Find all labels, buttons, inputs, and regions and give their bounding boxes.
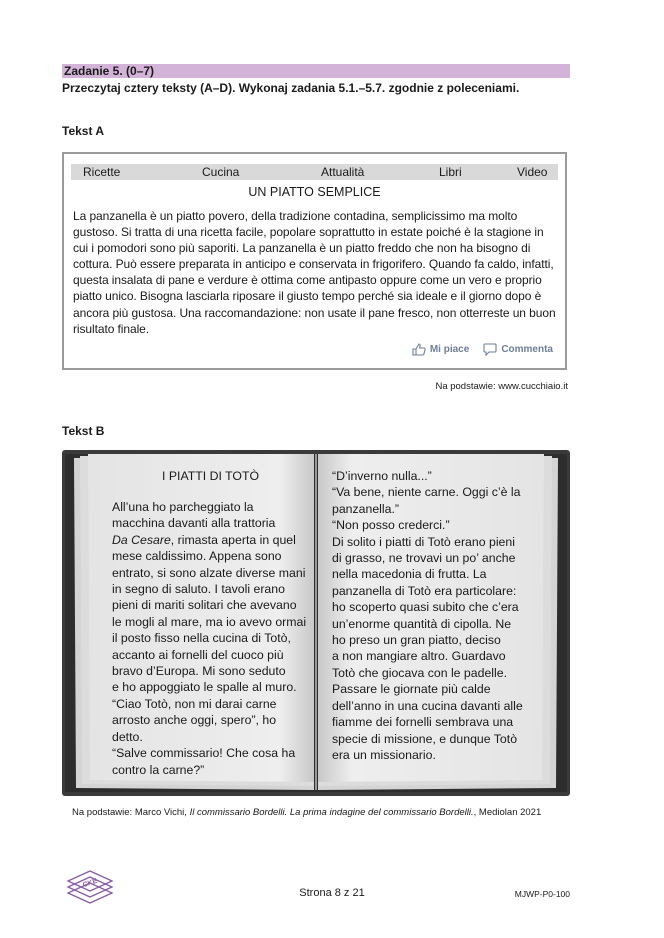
- story-line: mese caldissimo. Appena sono: [112, 549, 282, 564]
- story-right-page: [332, 468, 523, 763]
- nav-item-cucina[interactable]: Cucina: [202, 165, 240, 179]
- site-navigation: [71, 164, 558, 180]
- open-book: [62, 450, 570, 796]
- story-line: Totò che giocava con le padelle.: [332, 665, 508, 680]
- story-line: un’enorme quantità di cipolla. Ne: [332, 616, 512, 631]
- story-line: “Va bene, niente carne. Oggi c’è la: [332, 485, 521, 500]
- thumbs-up-icon: [412, 343, 426, 356]
- story-line: bravo d’Europa. Mi sono seduto: [112, 664, 286, 679]
- story-line: e ho appoggiato le spalle al muro.: [112, 680, 297, 695]
- text-b-label: Tekst B: [62, 424, 105, 438]
- comment-button[interactable]: [483, 343, 553, 356]
- text-b-source: [72, 807, 541, 819]
- task-header: Zadanie 5. (0–7): [62, 64, 570, 78]
- text-a-source: Na podstawie: www.cucchiaio.it: [435, 381, 568, 392]
- social-actions: [412, 343, 553, 356]
- recipe-webpage: [62, 152, 567, 370]
- text-a-label: Tekst A: [62, 124, 105, 138]
- story-line: Passare le giornate più calde: [332, 682, 491, 697]
- nav-item-attualita[interactable]: Attualità: [321, 165, 365, 179]
- story-line: accanto ai fornelli del cuoco più: [112, 647, 284, 662]
- story-line: macchina davanti alla trattoria: [112, 516, 276, 531]
- nav-item-libri[interactable]: Libri: [439, 165, 462, 179]
- source-b-title: Il commissario Bordelli. La prima indagine del commissario Bordelli.: [189, 807, 474, 818]
- story-line: contro la carne?”: [112, 762, 205, 777]
- story-line: entrato, si sono alzate diverse mani: [112, 565, 306, 580]
- nav-item-ricette[interactable]: Ricette: [83, 165, 121, 179]
- story-line: ho preso un gran piatto, deciso: [332, 633, 501, 648]
- nav-item-video[interactable]: Video: [517, 165, 548, 179]
- story-line: “Salve commissario! Che cosa ha: [112, 746, 296, 761]
- story-line: pieni di mariti solitari che avevano: [112, 598, 297, 613]
- story-line: nella macedonia di frutta. La: [332, 567, 487, 582]
- story-line: “Ciao Totò, non mi darai carne: [112, 696, 277, 711]
- logo-text: CKE: [82, 877, 99, 890]
- story-line: di grasso, ne trovavi un po’ anche: [332, 551, 516, 566]
- story-line: All’una ho parcheggiato la: [112, 500, 254, 514]
- like-label: Mi piace: [429, 344, 470, 355]
- story-line: arrosto anche oggi, spero”, ho: [112, 713, 277, 728]
- page-number: Strona 8 z 21: [299, 887, 365, 899]
- story-line: fiamme dei fornelli sembrava una: [332, 715, 514, 730]
- story-line: panzanella.”: [332, 501, 399, 516]
- comment-icon: [483, 343, 497, 356]
- story-line: detto.: [112, 729, 143, 744]
- like-button[interactable]: [412, 343, 469, 356]
- exam-code: MJWP-P0-100: [514, 889, 570, 899]
- story-line: era un missionario.: [332, 747, 436, 762]
- story-title: I PIATTI DI TOTÒ: [162, 469, 260, 483]
- story-line: [112, 532, 306, 548]
- source-b-suffix: , Mediolan 2021: [473, 807, 542, 818]
- source-b-prefix: Na podstawie: Marco Vichi,: [72, 807, 190, 818]
- story-line: dell’anno in una cucina davanti alle: [332, 698, 523, 713]
- story-line: le mogli al mare, ma io avevo ormai: [112, 614, 307, 629]
- story-line: ho scoperto quasi subito che c’era: [332, 600, 519, 615]
- story-line: il posto fisso nella cucina di Totò,: [112, 631, 291, 646]
- task-instruction: Przeczytaj cztery teksty (A–D). Wykonaj zadania 5.1.–5.7. zgodnie z poleceniami.: [62, 81, 520, 95]
- article-title: UN PIATTO SEMPLICE: [248, 185, 381, 199]
- story-line: in segno di saluto. I tavoli erano: [112, 582, 285, 597]
- story-line: specie di missione, e dunque Totò: [332, 731, 518, 746]
- story-line: a non mangiare altro. Guardavo: [332, 649, 506, 664]
- story-line: panzanella di Totò era particolare:: [332, 583, 517, 598]
- comment-label: Commenta: [501, 344, 553, 355]
- article-body: La panzanella è un piatto povero, della tradizione contadina, semplicissimo ma molto gustoso. Si tratta di una ricetta facile, popolare soprattutto in estate poiché è la stagione in cui i pomodori sono più saporiti. La panzanella è un piatto freddo che non ha bisogno di cottura. Può essere preparata in anticipo e conservata in frigorifero. Quando fa caldo, infatti, questa insalata di pane e verdure è ottima come antipasto oppure come un vero e proprio piatto unico. Bisogna lasciarla riposare il giusto tempo perché sia ideale e il giorno dopo è ancora più gustosa. Una raccomandazione: non usate il pane fresco, non otterreste un buon risultato finale.: [73, 209, 556, 336]
- story-line: Di solito i piatti di Totò erano pieni: [332, 534, 515, 549]
- story-line-rest: , rimasta aperta in quel: [170, 532, 296, 547]
- story-line-italic: Da Cesare: [112, 532, 171, 547]
- story-line: “Non posso crederci.”: [332, 518, 450, 533]
- story-left-page: [112, 499, 306, 778]
- story-line: “D’inverno nulla...”: [332, 469, 432, 483]
